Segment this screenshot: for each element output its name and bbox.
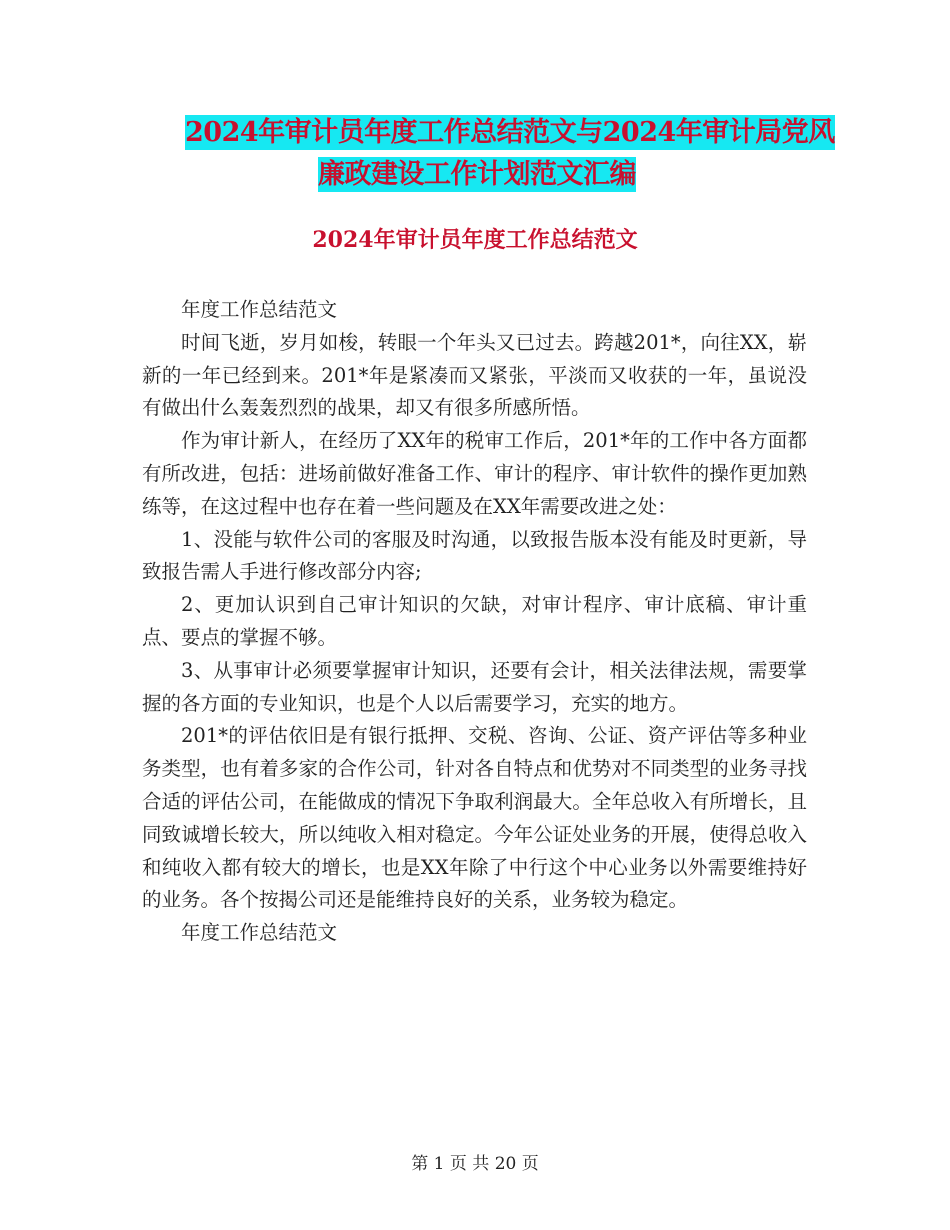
main-title-line-1-text: 2024年审计员年度工作总结范文与2024年审计局党风: [185, 117, 835, 148]
document-body: [142, 294, 807, 950]
section-title: 2024年审计员年度工作总结范文: [312, 227, 638, 253]
paragraph: 时间飞逝，岁月如梭，转眼一个年头又已过去。跨越201*，向往XX，崭新的一年已经到来。201*年是紧凑而又紧张，平淡而又收获的一年，虽说没有做出什么轰轰烈烈的战果，却又有很多所感所悟。: [142, 330, 807, 420]
main-title-line-1: [185, 112, 835, 154]
page-number-footer: 第 1 页 共 20 页: [411, 1154, 539, 1174]
paragraph: 1、没能与软件公司的客服及时沟通，以致报告版本没有能及时更新，导致报告需人手进行修改部分内容;: [142, 527, 807, 584]
paragraph: 作为审计新人，在经历了XX年的税审工作后，201*年的工作中各方面都有所改进，包括：进场前做好准备工作、审计的程序、审计软件的操作更加熟练等，在这过程中也存在着一些问题及在XX年需要改进之处：: [142, 429, 807, 518]
paragraph: 年度工作总结范文: [181, 921, 338, 945]
paragraph: 201*的评估依旧是有银行抵押、交税、咨询、公证、资产评估等多种业务类型，也有着多家的合作公司，针对各自特点和优势对不同类型的业务寻找合适的评估公司，在能做成的情况下争取利润最大。全年总收入有所增长，且同致诚增长较大，所以纯收入相对稳定。今年公证处业务的开展，使得总收入和纯收入都有较大的增长，也是XX年除了中行这个中心业务以外需要维持好的业务。各个按揭公司还是能维持良好的关系，业务较为稳定。: [142, 724, 807, 912]
main-title-line-2: [185, 154, 825, 196]
paragraph: 年度工作总结范文: [181, 298, 338, 321]
paragraph: 3、从事审计必须要掌握审计知识，还要有会计，相关法律法规，需要掌握的各方面的专业知识，也是个人以后需要学习，充实的地方。: [142, 658, 807, 715]
paragraph: 2、更加认识到自己审计知识的欠缺，对审计程序、审计底稿、审计重点、要点的掌握不够。: [142, 593, 807, 649]
document-main-title: [185, 112, 835, 196]
main-title-line-2-text: 廉政建设工作计划范文汇编: [318, 159, 636, 190]
